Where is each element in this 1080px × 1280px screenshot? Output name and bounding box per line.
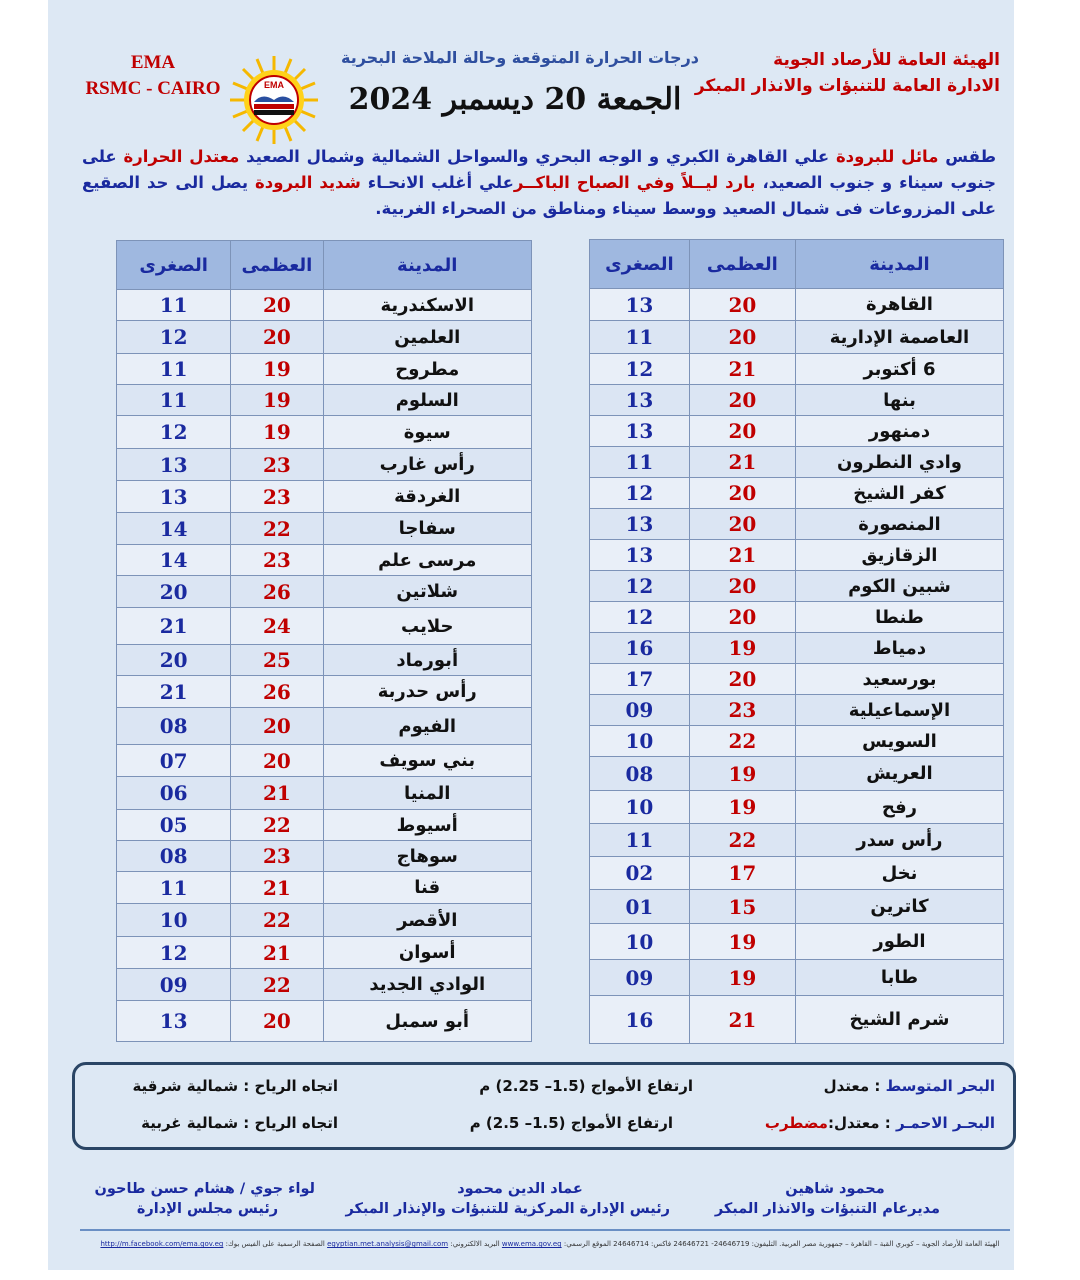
min-temp-cell: 10	[590, 791, 690, 824]
min-temp-cell: 12	[590, 571, 690, 602]
table-row	[590, 633, 1004, 664]
max-temp-cell: 22	[231, 969, 323, 1001]
city-cell: الوادي الجديد	[323, 969, 532, 1001]
max-temp-cell: 21	[231, 872, 323, 904]
city-cell: رأس غارب	[323, 449, 532, 481]
table-row	[117, 1001, 532, 1042]
temperature-table-left	[116, 240, 532, 1042]
city-cell: مرسى علم	[323, 545, 532, 576]
min-temp-cell: 10	[590, 726, 690, 757]
signature-forecast-director	[714, 1181, 940, 1217]
table-row	[117, 969, 532, 1001]
max-temp-cell: 19	[689, 757, 795, 791]
website-link[interactable]: www.ema.gov.eg	[501, 1240, 562, 1248]
city-cell: سوهاج	[323, 841, 532, 872]
city-cell: شلاتين	[323, 576, 532, 608]
city-cell: السويس	[795, 726, 1003, 757]
table-row	[590, 571, 1004, 602]
city-cell: السلوم	[323, 385, 532, 416]
min-temp-cell: 20	[117, 645, 231, 676]
facebook-link[interactable]: http://m.facebook.com/ema.gov.eg	[100, 1240, 224, 1248]
max-temp-cell: 20	[689, 571, 795, 602]
max-temp-cell: 19	[231, 385, 323, 416]
min-temp-cell: 02	[590, 857, 690, 890]
min-temp-cell: 05	[117, 810, 231, 841]
table-row	[590, 726, 1004, 757]
min-temp-cell: 21	[117, 676, 231, 708]
min-temp-cell: 12	[590, 478, 690, 509]
table-row	[117, 513, 532, 545]
table-row	[590, 354, 1004, 385]
max-temp-cell: 26	[231, 576, 323, 608]
signature-title: رئيس الإدارة المركزية للتنبؤات والإنذار المبكر	[345, 1201, 670, 1217]
column-header-city: المدينة	[323, 241, 532, 290]
signature-name: لواء جوي / هشام حسن طاحون	[94, 1181, 315, 1197]
city-cell: أبو سمبل	[323, 1001, 532, 1042]
max-temp-cell: 19	[689, 633, 795, 664]
min-temp-cell: 11	[117, 872, 231, 904]
table-row	[117, 777, 532, 810]
column-header-max: العظمى	[231, 241, 323, 290]
med-sea-wind: اتجاه الرياح : شمالية شرقية	[132, 1077, 338, 1095]
min-temp-cell: 11	[117, 385, 231, 416]
org-department: الادارة العامة للتنبؤات والانذار المبكر	[694, 76, 1000, 96]
city-cell: كفر الشيخ	[795, 478, 1003, 509]
city-cell: العاصمة الإدارية	[795, 321, 1003, 354]
min-temp-cell: 12	[117, 937, 231, 969]
city-cell: دمنهور	[795, 416, 1003, 447]
table-row	[117, 608, 532, 645]
min-temp-cell: 13	[117, 1001, 231, 1042]
table-row	[590, 960, 1004, 996]
min-temp-cell: 11	[590, 321, 690, 354]
city-cell: الزقازيق	[795, 540, 1003, 571]
min-temp-cell: 08	[117, 841, 231, 872]
max-temp-cell: 20	[689, 602, 795, 633]
max-temp-cell: 19	[689, 960, 795, 996]
table-row	[590, 289, 1004, 321]
table-row	[590, 447, 1004, 478]
max-temp-cell: 19	[231, 354, 323, 385]
max-temp-cell: 22	[231, 810, 323, 841]
signature-title: مديرعام التنبؤات والانذار المبكر	[714, 1201, 940, 1217]
city-cell: بورسعيد	[795, 664, 1003, 695]
city-cell: سيوة	[323, 416, 532, 449]
city-cell: شرم الشيخ	[795, 996, 1003, 1044]
table-header-row	[117, 241, 532, 290]
max-temp-cell: 20	[231, 745, 323, 777]
city-cell: الاسكندرية	[323, 290, 532, 321]
max-temp-cell: 22	[689, 726, 795, 757]
city-cell: القاهرة	[795, 289, 1003, 321]
min-temp-cell: 11	[590, 447, 690, 478]
city-cell: المنصورة	[795, 509, 1003, 540]
city-cell: أسوان	[323, 937, 532, 969]
max-temp-cell: 23	[689, 695, 795, 726]
city-cell: الإسماعيلية	[795, 695, 1003, 726]
table-row	[117, 416, 532, 449]
ema-label: EMA	[130, 52, 176, 73]
min-temp-cell: 09	[117, 969, 231, 1001]
max-temp-cell: 17	[689, 857, 795, 890]
max-temp-cell: 20	[689, 509, 795, 540]
max-temp-cell: 23	[231, 481, 323, 513]
signature-central-director	[345, 1181, 670, 1217]
city-cell: رأس حدربة	[323, 676, 532, 708]
table-row	[117, 645, 532, 676]
min-temp-cell: 21	[117, 608, 231, 645]
city-cell: شبين الكوم	[795, 571, 1003, 602]
table-row	[117, 385, 532, 416]
column-header-min: الصغرى	[117, 241, 231, 290]
city-cell: العلمين	[323, 321, 532, 354]
min-temp-cell: 12	[590, 602, 690, 633]
red-sea-state: البحـر الاحمـر : معتدل:مضطرب	[764, 1114, 995, 1132]
max-temp-cell: 19	[689, 924, 795, 960]
city-cell: رأس سدر	[795, 824, 1003, 857]
table-row	[117, 545, 532, 576]
max-temp-cell: 26	[231, 676, 323, 708]
city-cell: الطور	[795, 924, 1003, 960]
footer-contact: الهيئة العامة للأرصاد الجوية – كوبري القبة – القاهرة – جمهورية مصر العربية. التليفون: 24646719- 24646721 فاكس: 24646714 الموقع الرسمي: www.ema.gov.eg البريد الالكتروني: egyptian.met.analysis@gmail.com الصفحة الرسمية على الفيس بوك: http://m.facebook.com/ema.gov.eg	[100, 1240, 1000, 1248]
min-temp-cell: 13	[117, 449, 231, 481]
table-row	[590, 695, 1004, 726]
min-temp-cell: 09	[590, 960, 690, 996]
city-cell: مطروح	[323, 354, 532, 385]
max-temp-cell: 20	[689, 321, 795, 354]
min-temp-cell: 01	[590, 890, 690, 924]
city-cell: بنها	[795, 385, 1003, 416]
max-temp-cell: 19	[231, 416, 323, 449]
table-row	[117, 290, 532, 321]
table-row	[590, 416, 1004, 447]
max-temp-cell: 20	[689, 416, 795, 447]
signature-name: محمود شاهين	[785, 1181, 885, 1197]
min-temp-cell: 10	[117, 904, 231, 937]
max-temp-cell: 22	[689, 824, 795, 857]
table-row	[117, 449, 532, 481]
temperature-table-right	[589, 239, 1004, 1044]
city-cell: العريش	[795, 757, 1003, 791]
table-row	[117, 937, 532, 969]
max-temp-cell: 25	[231, 645, 323, 676]
city-cell: نخل	[795, 857, 1003, 890]
table-row	[590, 385, 1004, 416]
table-row	[590, 478, 1004, 509]
table-row	[590, 602, 1004, 633]
table-row	[590, 924, 1004, 960]
max-temp-cell: 23	[231, 545, 323, 576]
min-temp-cell: 16	[590, 633, 690, 664]
table-row	[117, 321, 532, 354]
min-temp-cell: 11	[117, 354, 231, 385]
max-temp-cell: 20	[231, 708, 323, 745]
svg-text:EMA: EMA	[264, 80, 284, 90]
min-temp-cell: 13	[590, 289, 690, 321]
min-temp-cell: 13	[590, 385, 690, 416]
max-temp-cell: 22	[231, 513, 323, 545]
table-row	[117, 872, 532, 904]
table-row	[117, 481, 532, 513]
table-row	[117, 708, 532, 745]
min-temp-cell: 11	[590, 824, 690, 857]
min-temp-cell: 08	[117, 708, 231, 745]
max-temp-cell: 20	[231, 1001, 323, 1042]
min-temp-cell: 13	[590, 416, 690, 447]
rsmc-label: RSMC - CAIRO	[85, 78, 221, 99]
max-temp-cell: 20	[689, 664, 795, 695]
city-cell: طنطا	[795, 602, 1003, 633]
max-temp-cell: 19	[689, 791, 795, 824]
city-cell: 6 أكتوبر	[795, 354, 1003, 385]
city-cell: قنا	[323, 872, 532, 904]
table-row	[590, 509, 1004, 540]
min-temp-cell: 13	[590, 540, 690, 571]
city-cell: كاترين	[795, 890, 1003, 924]
table-row	[590, 321, 1004, 354]
document-subtitle: درجات الحرارة المتوقعة وحالة الملاحة البحرية	[340, 48, 699, 67]
max-temp-cell: 22	[231, 904, 323, 937]
column-header-max: العظمى	[689, 240, 795, 289]
max-temp-cell: 20	[231, 321, 323, 354]
column-header-city: المدينة	[795, 240, 1003, 289]
city-cell: دمياط	[795, 633, 1003, 664]
table-row	[590, 757, 1004, 791]
red-sea-waves: ارتفاع الأمواج (1.5– 2.5) م	[469, 1114, 673, 1132]
med-sea-waves: ارتفاع الأمواج (1.5– 2.25) م	[479, 1077, 693, 1095]
max-temp-cell: 20	[231, 290, 323, 321]
footer-divider	[80, 1229, 1010, 1231]
city-cell: الغردقة	[323, 481, 532, 513]
min-temp-cell: 14	[117, 545, 231, 576]
red-sea-wind: اتجاه الرياح : شمالية غربية	[141, 1114, 338, 1132]
min-temp-cell: 16	[590, 996, 690, 1044]
city-cell: أبورماد	[323, 645, 532, 676]
forecast-text: طقس مائل للبرودة علي القاهرة الكبري و الوجه البحري والسواحل الشمالية وشمال الصعيد معتدل الحرارة على جنوب سيناء و جنوب الصعيد، بارد ليــلاً وفي الصباح الباكــرعلي أغلب الانحـاء شديد البرودة يصل الى حد الصقيع على المزروعات فى شمال الصعيد ووسط سيناء ومناطق من الصحراء الغربية.	[82, 147, 997, 218]
max-temp-cell: 20	[689, 478, 795, 509]
table-row	[117, 676, 532, 708]
city-cell: رفح	[795, 791, 1003, 824]
city-cell: المنيا	[323, 777, 532, 810]
signature-name: عماد الدين محمود	[457, 1181, 583, 1197]
table-row	[590, 824, 1004, 857]
min-temp-cell: 14	[117, 513, 231, 545]
table-row	[590, 890, 1004, 924]
column-header-min: الصغرى	[590, 240, 690, 289]
min-temp-cell: 10	[590, 924, 690, 960]
city-cell: سفاجا	[323, 513, 532, 545]
max-temp-cell: 20	[689, 385, 795, 416]
city-cell: حلايب	[323, 608, 532, 645]
table-row	[590, 791, 1004, 824]
table-row	[590, 664, 1004, 695]
min-temp-cell: 11	[117, 290, 231, 321]
min-temp-cell: 17	[590, 664, 690, 695]
org-name: الهيئة العامة للأرصاد الجوية	[773, 50, 1000, 70]
min-temp-cell: 13	[590, 509, 690, 540]
email-link[interactable]: egyptian.met.analysis@gmail.com	[327, 1240, 449, 1248]
max-temp-cell: 23	[231, 841, 323, 872]
signature-title: رئيس مجلس الإدارة	[136, 1201, 279, 1217]
min-temp-cell: 20	[117, 576, 231, 608]
table-row	[590, 857, 1004, 890]
max-temp-cell: 21	[689, 996, 795, 1044]
min-temp-cell: 12	[117, 416, 231, 449]
table-row	[117, 810, 532, 841]
table-header-row	[590, 240, 1004, 289]
city-cell: الأقصر	[323, 904, 532, 937]
document-date: الجمعة 20 ديسمبر 2024	[348, 82, 682, 117]
city-cell: أسيوط	[323, 810, 532, 841]
table-row	[117, 841, 532, 872]
min-temp-cell: 13	[117, 481, 231, 513]
city-cell: طابا	[795, 960, 1003, 996]
max-temp-cell: 15	[689, 890, 795, 924]
ema-logo	[228, 54, 320, 146]
min-temp-cell: 12	[590, 354, 690, 385]
med-sea-state: البحر المتوسط : معتدل	[823, 1077, 995, 1095]
city-cell: الفيوم	[323, 708, 532, 745]
max-temp-cell: 21	[231, 777, 323, 810]
table-row	[117, 576, 532, 608]
max-temp-cell: 21	[689, 447, 795, 478]
max-temp-cell: 21	[689, 540, 795, 571]
table-row	[117, 904, 532, 937]
min-temp-cell: 07	[117, 745, 231, 777]
table-row	[590, 540, 1004, 571]
table-row	[117, 745, 532, 777]
table-row	[117, 354, 532, 385]
sea-status-box	[72, 1062, 1016, 1150]
max-temp-cell: 21	[231, 937, 323, 969]
city-cell: وادي النطرون	[795, 447, 1003, 478]
max-temp-cell: 21	[689, 354, 795, 385]
min-temp-cell: 06	[117, 777, 231, 810]
signature-chairman	[94, 1181, 315, 1217]
max-temp-cell: 23	[231, 449, 323, 481]
min-temp-cell: 09	[590, 695, 690, 726]
min-temp-cell: 08	[590, 757, 690, 791]
table-row	[590, 996, 1004, 1044]
max-temp-cell: 24	[231, 608, 323, 645]
city-cell: بني سويف	[323, 745, 532, 777]
max-temp-cell: 20	[689, 289, 795, 321]
min-temp-cell: 12	[117, 321, 231, 354]
